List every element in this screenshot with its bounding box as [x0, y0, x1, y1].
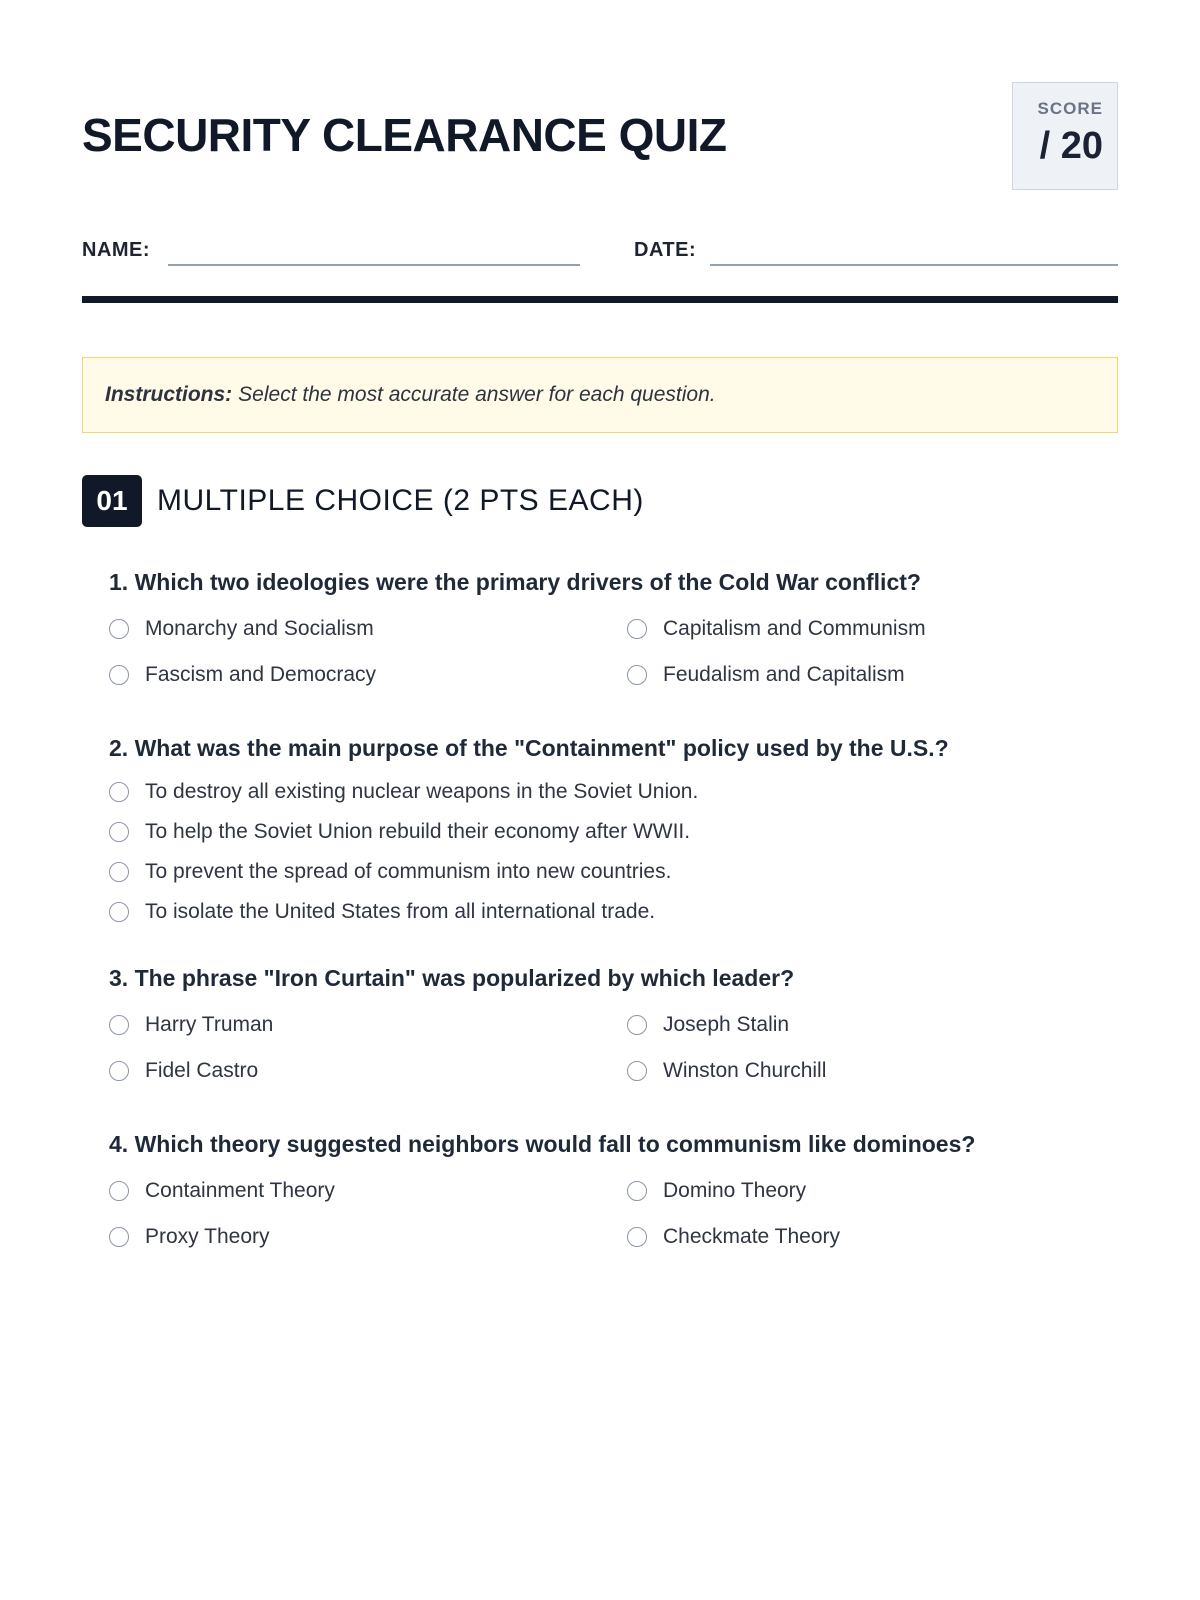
radio-button[interactable] — [109, 665, 129, 685]
instructions-box — [82, 357, 1118, 433]
section-heading — [82, 475, 1118, 527]
option-label: Checkmate Theory — [663, 1225, 841, 1248]
option-label: Domino Theory — [663, 1179, 807, 1202]
radio-button[interactable] — [627, 619, 647, 639]
score-label: SCORE — [1037, 99, 1103, 118]
question-4 — [109, 1129, 1118, 1251]
student-info — [82, 200, 1118, 266]
option-label: To prevent the spread of communism into new countries. — [145, 860, 672, 883]
radio-button[interactable] — [109, 1181, 129, 1201]
question-text: 3. The phrase "Iron Curtain" was popularized by which leader? — [109, 965, 795, 991]
radio-button[interactable] — [627, 1015, 647, 1035]
answer-option[interactable] — [109, 861, 1118, 883]
answer-option[interactable] — [627, 1223, 1127, 1251]
radio-button[interactable] — [627, 1061, 647, 1081]
answer-option[interactable] — [109, 1057, 627, 1085]
option-label: To isolate the United States from all international trade. — [145, 900, 656, 923]
answer-options — [109, 1177, 1118, 1251]
option-label: Harry Truman — [145, 1013, 274, 1036]
answer-option[interactable] — [627, 1177, 1127, 1205]
answer-option[interactable] — [627, 615, 1127, 643]
question-1 — [109, 567, 1118, 689]
question-text: 2. What was the main purpose of the "Containment" policy used by the U.S.? — [109, 735, 949, 761]
radio-button[interactable] — [109, 1061, 129, 1081]
quiz-header — [82, 0, 1118, 200]
answer-option[interactable] — [109, 901, 1118, 923]
option-label: Feudalism and Capitalism — [663, 663, 905, 686]
question-3 — [109, 963, 1118, 1085]
answer-option[interactable] — [109, 1177, 627, 1205]
score-value: / 20 — [1039, 125, 1103, 167]
quiz-title: SECURITY CLEARANCE QUIZ — [82, 109, 727, 161]
header-divider — [82, 296, 1118, 303]
option-label: Fascism and Democracy — [145, 663, 377, 686]
score-box — [1012, 82, 1118, 190]
radio-button[interactable] — [109, 1015, 129, 1035]
radio-button[interactable] — [109, 782, 129, 802]
answer-options — [109, 1011, 1118, 1085]
radio-button[interactable] — [109, 619, 129, 639]
answer-options — [109, 781, 1118, 923]
section-number-badge: 01 — [82, 475, 142, 527]
question-2 — [109, 733, 1118, 923]
name-field[interactable] — [168, 264, 580, 266]
answer-option[interactable] — [109, 1223, 627, 1251]
answer-option[interactable] — [109, 615, 627, 643]
option-label: Capitalism and Communism — [663, 617, 926, 640]
option-label: Fidel Castro — [145, 1059, 259, 1082]
radio-button[interactable] — [627, 665, 647, 685]
section-title: MULTIPLE CHOICE (2 PTS EACH) — [157, 484, 644, 517]
answer-option[interactable] — [109, 1011, 627, 1039]
answer-option[interactable] — [627, 661, 1127, 689]
date-field[interactable] — [710, 264, 1118, 266]
instructions-text: Select the most accurate answer for each question. — [238, 383, 716, 406]
answer-option[interactable] — [627, 1057, 1127, 1085]
name-label: NAME: — [82, 239, 151, 261]
answer-option[interactable] — [109, 781, 1118, 803]
option-label: Proxy Theory — [145, 1225, 270, 1248]
date-label: DATE: — [634, 239, 697, 261]
question-text: 1. Which two ideologies were the primary drivers of the Cold War conflict? — [109, 569, 921, 595]
answer-option[interactable] — [109, 821, 1118, 843]
option-label: Winston Churchill — [663, 1059, 827, 1082]
option-label: Joseph Stalin — [663, 1013, 790, 1036]
radio-button[interactable] — [109, 902, 129, 922]
instructions-lead: Instructions: — [105, 383, 233, 406]
option-label: To help the Soviet Union rebuild their economy after WWII. — [145, 820, 691, 843]
option-label: Monarchy and Socialism — [145, 617, 374, 640]
radio-button[interactable] — [109, 862, 129, 882]
radio-button[interactable] — [109, 1227, 129, 1247]
option-label: Containment Theory — [145, 1179, 335, 1202]
question-text: 4. Which theory suggested neighbors would fall to communism like dominoes? — [109, 1131, 976, 1157]
option-label: To destroy all existing nuclear weapons in the Soviet Union. — [145, 780, 699, 803]
answer-option[interactable] — [109, 661, 627, 689]
radio-button[interactable] — [627, 1227, 647, 1247]
answer-options — [109, 615, 1118, 689]
answer-option[interactable] — [627, 1011, 1127, 1039]
radio-button[interactable] — [627, 1181, 647, 1201]
radio-button[interactable] — [109, 822, 129, 842]
